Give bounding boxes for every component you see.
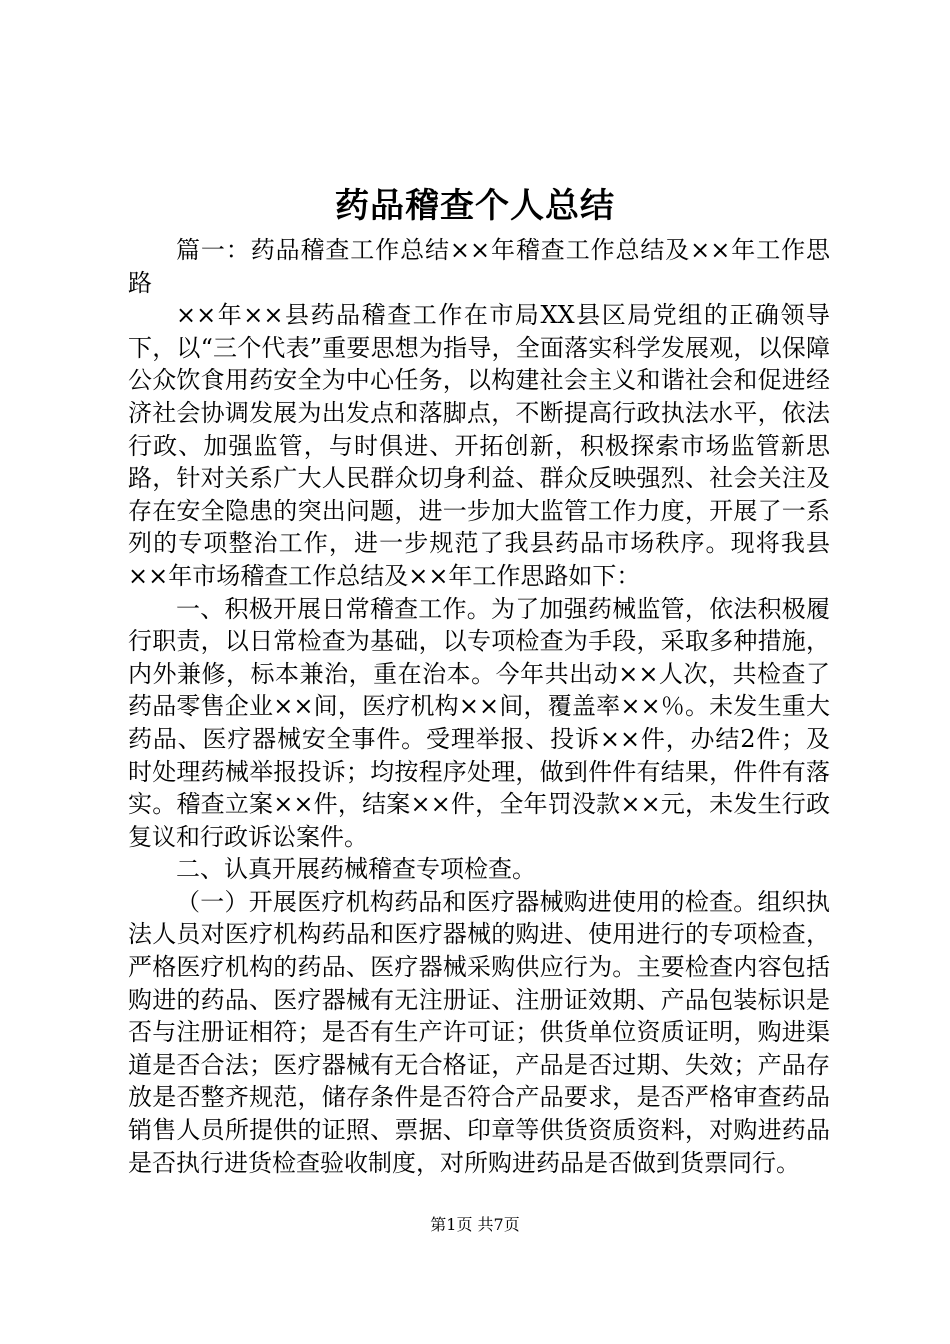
paragraph-section-1: 一、积极开展日常稽查工作。为了加强药械监管，依法积极履行职责，以日常检查为基础，以专项检查为手段，采取多种措施，内外兼修，标本兼治，重在治本。今年共出动××人次，共检查了药品零售企业××间，医疗机构××间，覆盖率××％。未发生重大药品、医疗器械安全事件。受理举报、投诉××件，办结2件；及时处理药械举报投诉；均按程序处理，做到件件有结果，件件有落实。稽查立案××件，结案××件，全年罚没款××元，未发生行政复议和行政诉讼案件。 [128, 594, 830, 851]
document-body [128, 234, 830, 1179]
paragraph-intro: ××年××县药品稽查工作在市局XX县区局党组的正确领导下，以“三个代表”重要思想为指导，全面落实科学发展观，以保障公众饮食用药安全为中心任务，以构建社会主义和谐社会和促进经济社会协调发展为出发点和落脚点，不断提高行政执法水平，依法行政、加强监管，与时俱进、开拓创新，积极探索市场监管新思路，针对关系广大人民群众切身利益、群众反映强烈、社会关注及存在安全隐患的突出问题，进一步加大监管工作力度，开展了一系列的专项整治工作，进一步规范了我县药品市场秩序。现将我县××年市场稽查工作总结及××年工作思路如下： [128, 301, 830, 590]
page-number: 第1页 共7页 [430, 1215, 520, 1234]
paragraph-subsection-1: （一）开展医疗机构药品和医疗器械购进使用的检查。组织执法人员对医疗机构药品和医疗器械的购进、使用进行的专项检查，严格医疗机构的药品、医疗器械采购供应行为。主要检查内容包括购进的药品、医疗器械有无注册证、注册证效期、产品包装标识是否与注册证相符；是否有生产许可证；供货单位资质证明，购进渠道是否合法；医疗器械有无合格证，产品是否过期、失效；产品存放是否整齐规范，储存条件是否符合产品要求，是否严格审查药品销售人员所提供的证照、票据、印章等供货资质资料，对购进药品是否执行进货检查验收制度，对所购进药品是否做到货票同行。 [128, 887, 830, 1177]
document-title: 药品稽查个人总结 [335, 186, 615, 226]
paragraph-heading: 篇一：药品稽查工作总结××年稽查工作总结及××年工作思路 [128, 236, 830, 297]
paragraph-section-2: 二、认真开展药械稽查专项检查。 [176, 855, 536, 884]
